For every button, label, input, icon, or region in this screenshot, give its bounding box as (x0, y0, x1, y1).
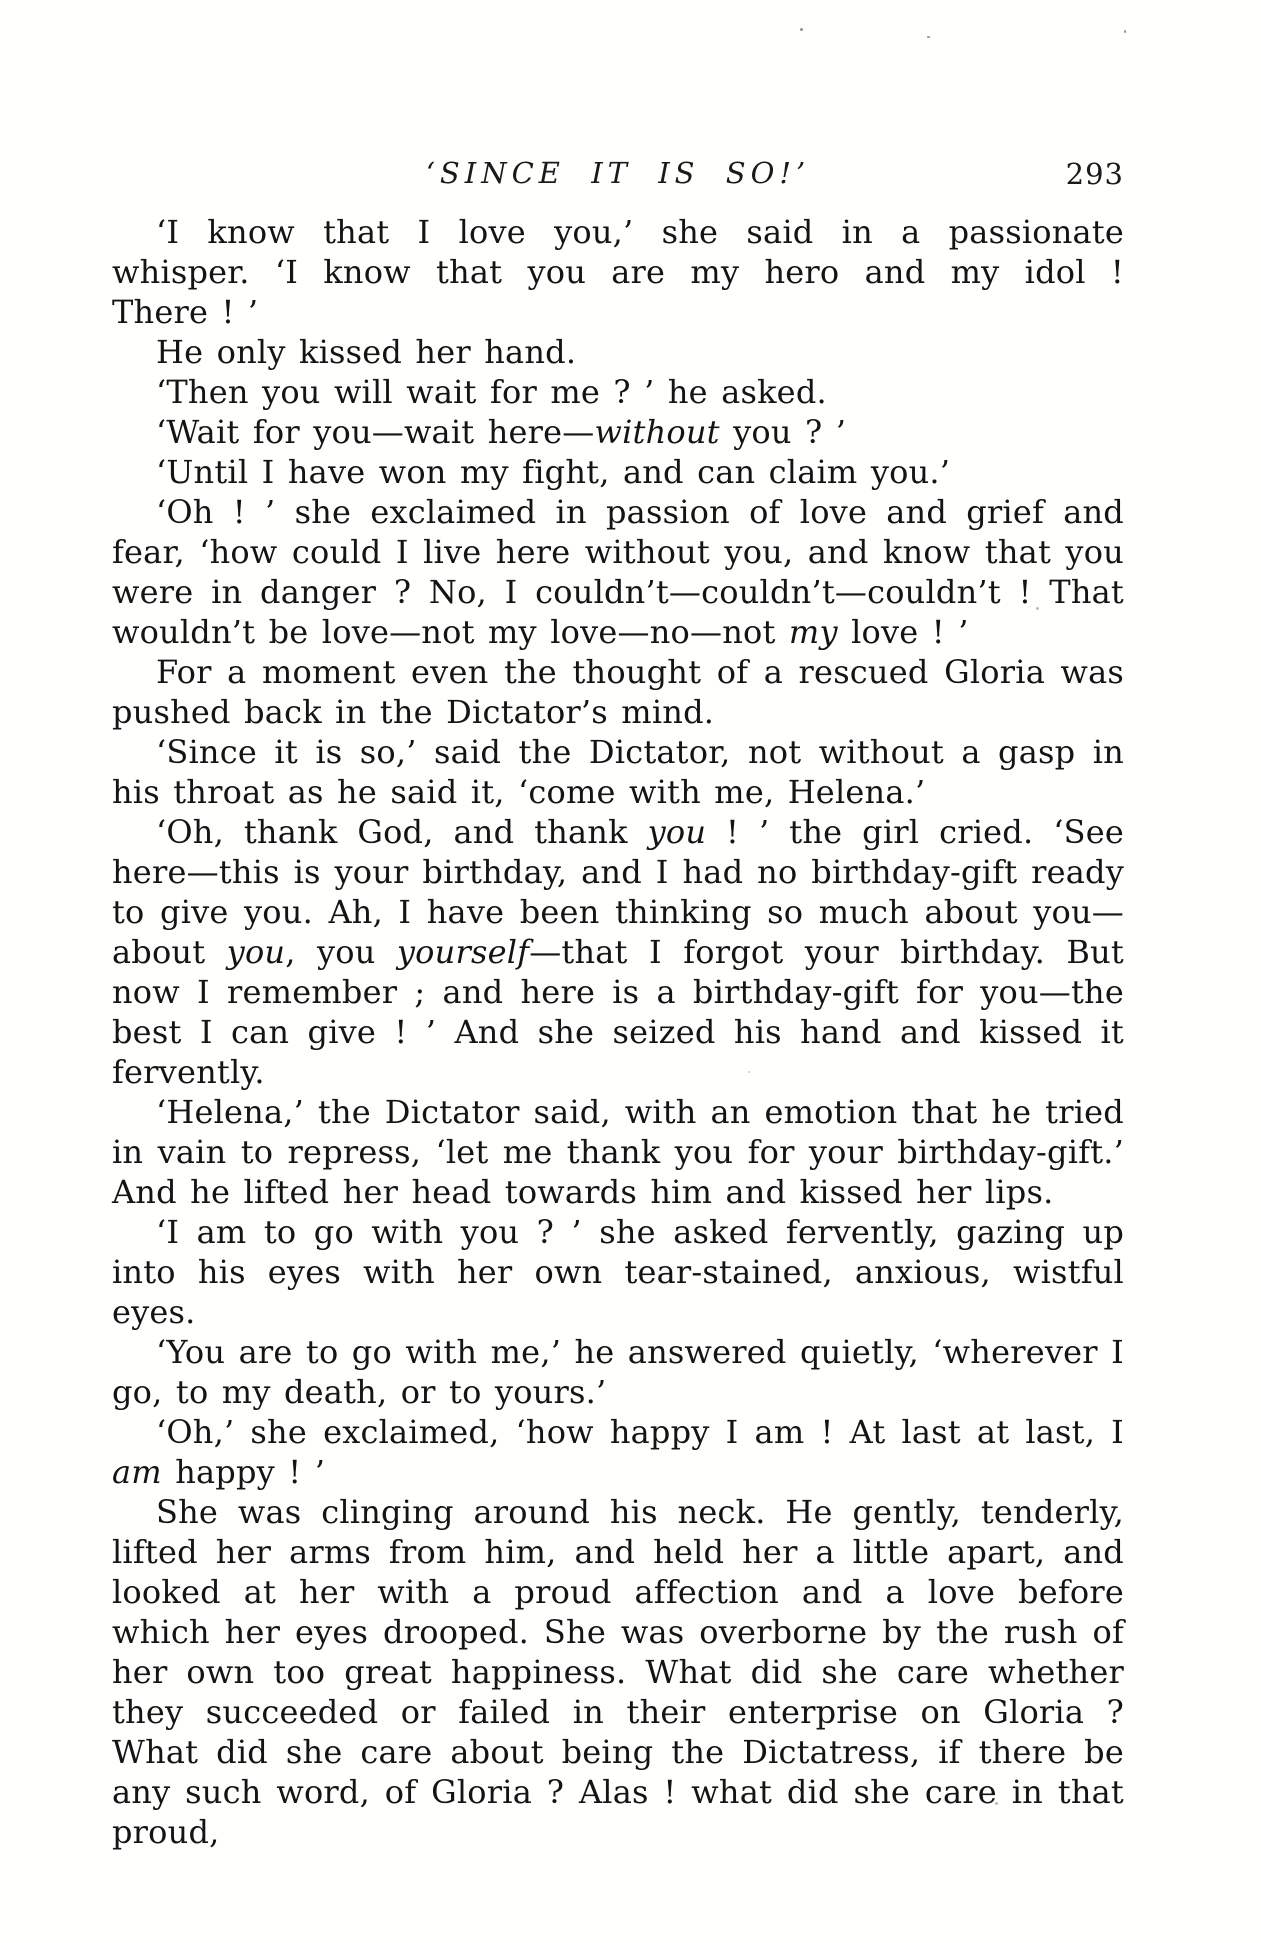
paragraph (112, 372, 1124, 412)
text-segment: For a moment even the thought of a rescued Gloria was pushed back in the Dictator’s mind. (112, 653, 1124, 731)
scan-speck (927, 36, 930, 38)
paragraph (112, 1092, 1124, 1212)
paragraph (112, 732, 1124, 812)
paragraph (112, 1212, 1124, 1332)
scan-speck (995, 1802, 998, 1805)
text-segment: ‘Helena,’ the Dictator said, with an emotion that he tried in vain to repress, ‘let me thank you for your birthday-gift.’ And he lifted her head towards him and kissed her lips. (112, 1093, 1124, 1211)
page-number: 293 (1065, 157, 1124, 191)
paragraph (112, 1412, 1124, 1492)
text-segment: ‘You are to go with me,’ he answered quietly, ‘wherever I go, to my death, or to yours.’ (112, 1333, 1124, 1411)
italic-text-segment: my (788, 613, 838, 651)
text-segment: happy ! ’ (161, 1453, 326, 1491)
text-segment: He only kissed her hand. (156, 333, 577, 371)
paragraph (112, 212, 1124, 332)
paragraph (112, 1332, 1124, 1412)
scan-speck (748, 1071, 750, 1073)
italic-text-segment: am (112, 1453, 162, 1491)
paragraph (112, 1492, 1124, 1852)
italic-text-segment: you (226, 933, 286, 971)
text-segment: ‘Then you will wait for me ? ’ he asked. (156, 373, 827, 411)
text-segment: ‘Until I have won my fight, and can claim you.’ (156, 453, 951, 491)
text-segment: ‘Since it is so,’ said the Dictator, not without a gasp in his throat as he said it, ‘come with me, Helena.’ (112, 733, 1124, 811)
text-segment: ! ’ the girl cried. ‘See here—this is your birthday, and I had no birthday-gift ready to give you. Ah, I have been thinking so much about you—about (112, 813, 1125, 971)
text-segment: ‘Oh, thank God, and thank (156, 813, 648, 851)
italic-text-segment: yourself (396, 933, 530, 971)
paragraph (112, 492, 1124, 652)
text-segment: She was clinging around his neck. He gently, tenderly, lifted her arms from him, and held her a little apart, and looked at her with a proud affection and a love before which her eyes drooped. She was overborne by the rush of her own too great happiness. What did she care whether they succeeded or failed in their enterprise on Gloria ? What did she care about being the Dictatress, if there be any such word, of Gloria ? Alas ! what did she care in that proud, (112, 1493, 1124, 1851)
paragraph (112, 412, 1124, 452)
paragraph (112, 332, 1124, 372)
paragraph (112, 452, 1124, 492)
running-header-title: ‘SINCE IT IS SO!’ (425, 156, 811, 190)
paragraph (112, 812, 1124, 1092)
paragraph (112, 652, 1124, 732)
italic-text-segment: you (647, 813, 707, 851)
scan-speck (1036, 607, 1039, 610)
text-segment: you ? ’ (719, 413, 847, 451)
running-header (112, 156, 1124, 196)
text-segment: love ! ’ (837, 613, 969, 651)
scan-speck (800, 28, 803, 31)
text-segment: ‘Oh,’ she exclaimed, ‘how happy I am ! At last at last, I (156, 1413, 1124, 1451)
text-segment: ‘Oh ! ’ she exclaimed in passion of love and grief and fear, ‘how could I live here without you, and know that you were in danger ? No, I couldn’t—couldn’t—couldn’t ! That wouldn’t be love—not my love—no—not (112, 493, 1124, 651)
italic-text-segment: without (594, 413, 720, 451)
page-text (112, 212, 1124, 1852)
scan-speck (1124, 30, 1126, 33)
text-segment: ‘Wait for you—wait here— (156, 413, 595, 451)
text-segment: , you (285, 933, 397, 971)
text-segment: —that I forgot your birthday. But now I remember ; and here is a birthday-gift for you—the best I can give ! ’ And she seized his hand and kissed it fervently. (112, 933, 1124, 1091)
text-segment: ‘I am to go with you ? ’ she asked fervently, gazing up into his eyes with her own tear-stained, anxious, wistful eyes. (112, 1213, 1124, 1331)
text-segment: ‘I know that I love you,’ she said in a passionate whisper. ‘I know that you are my hero and my idol ! There ! ’ (112, 213, 1124, 331)
